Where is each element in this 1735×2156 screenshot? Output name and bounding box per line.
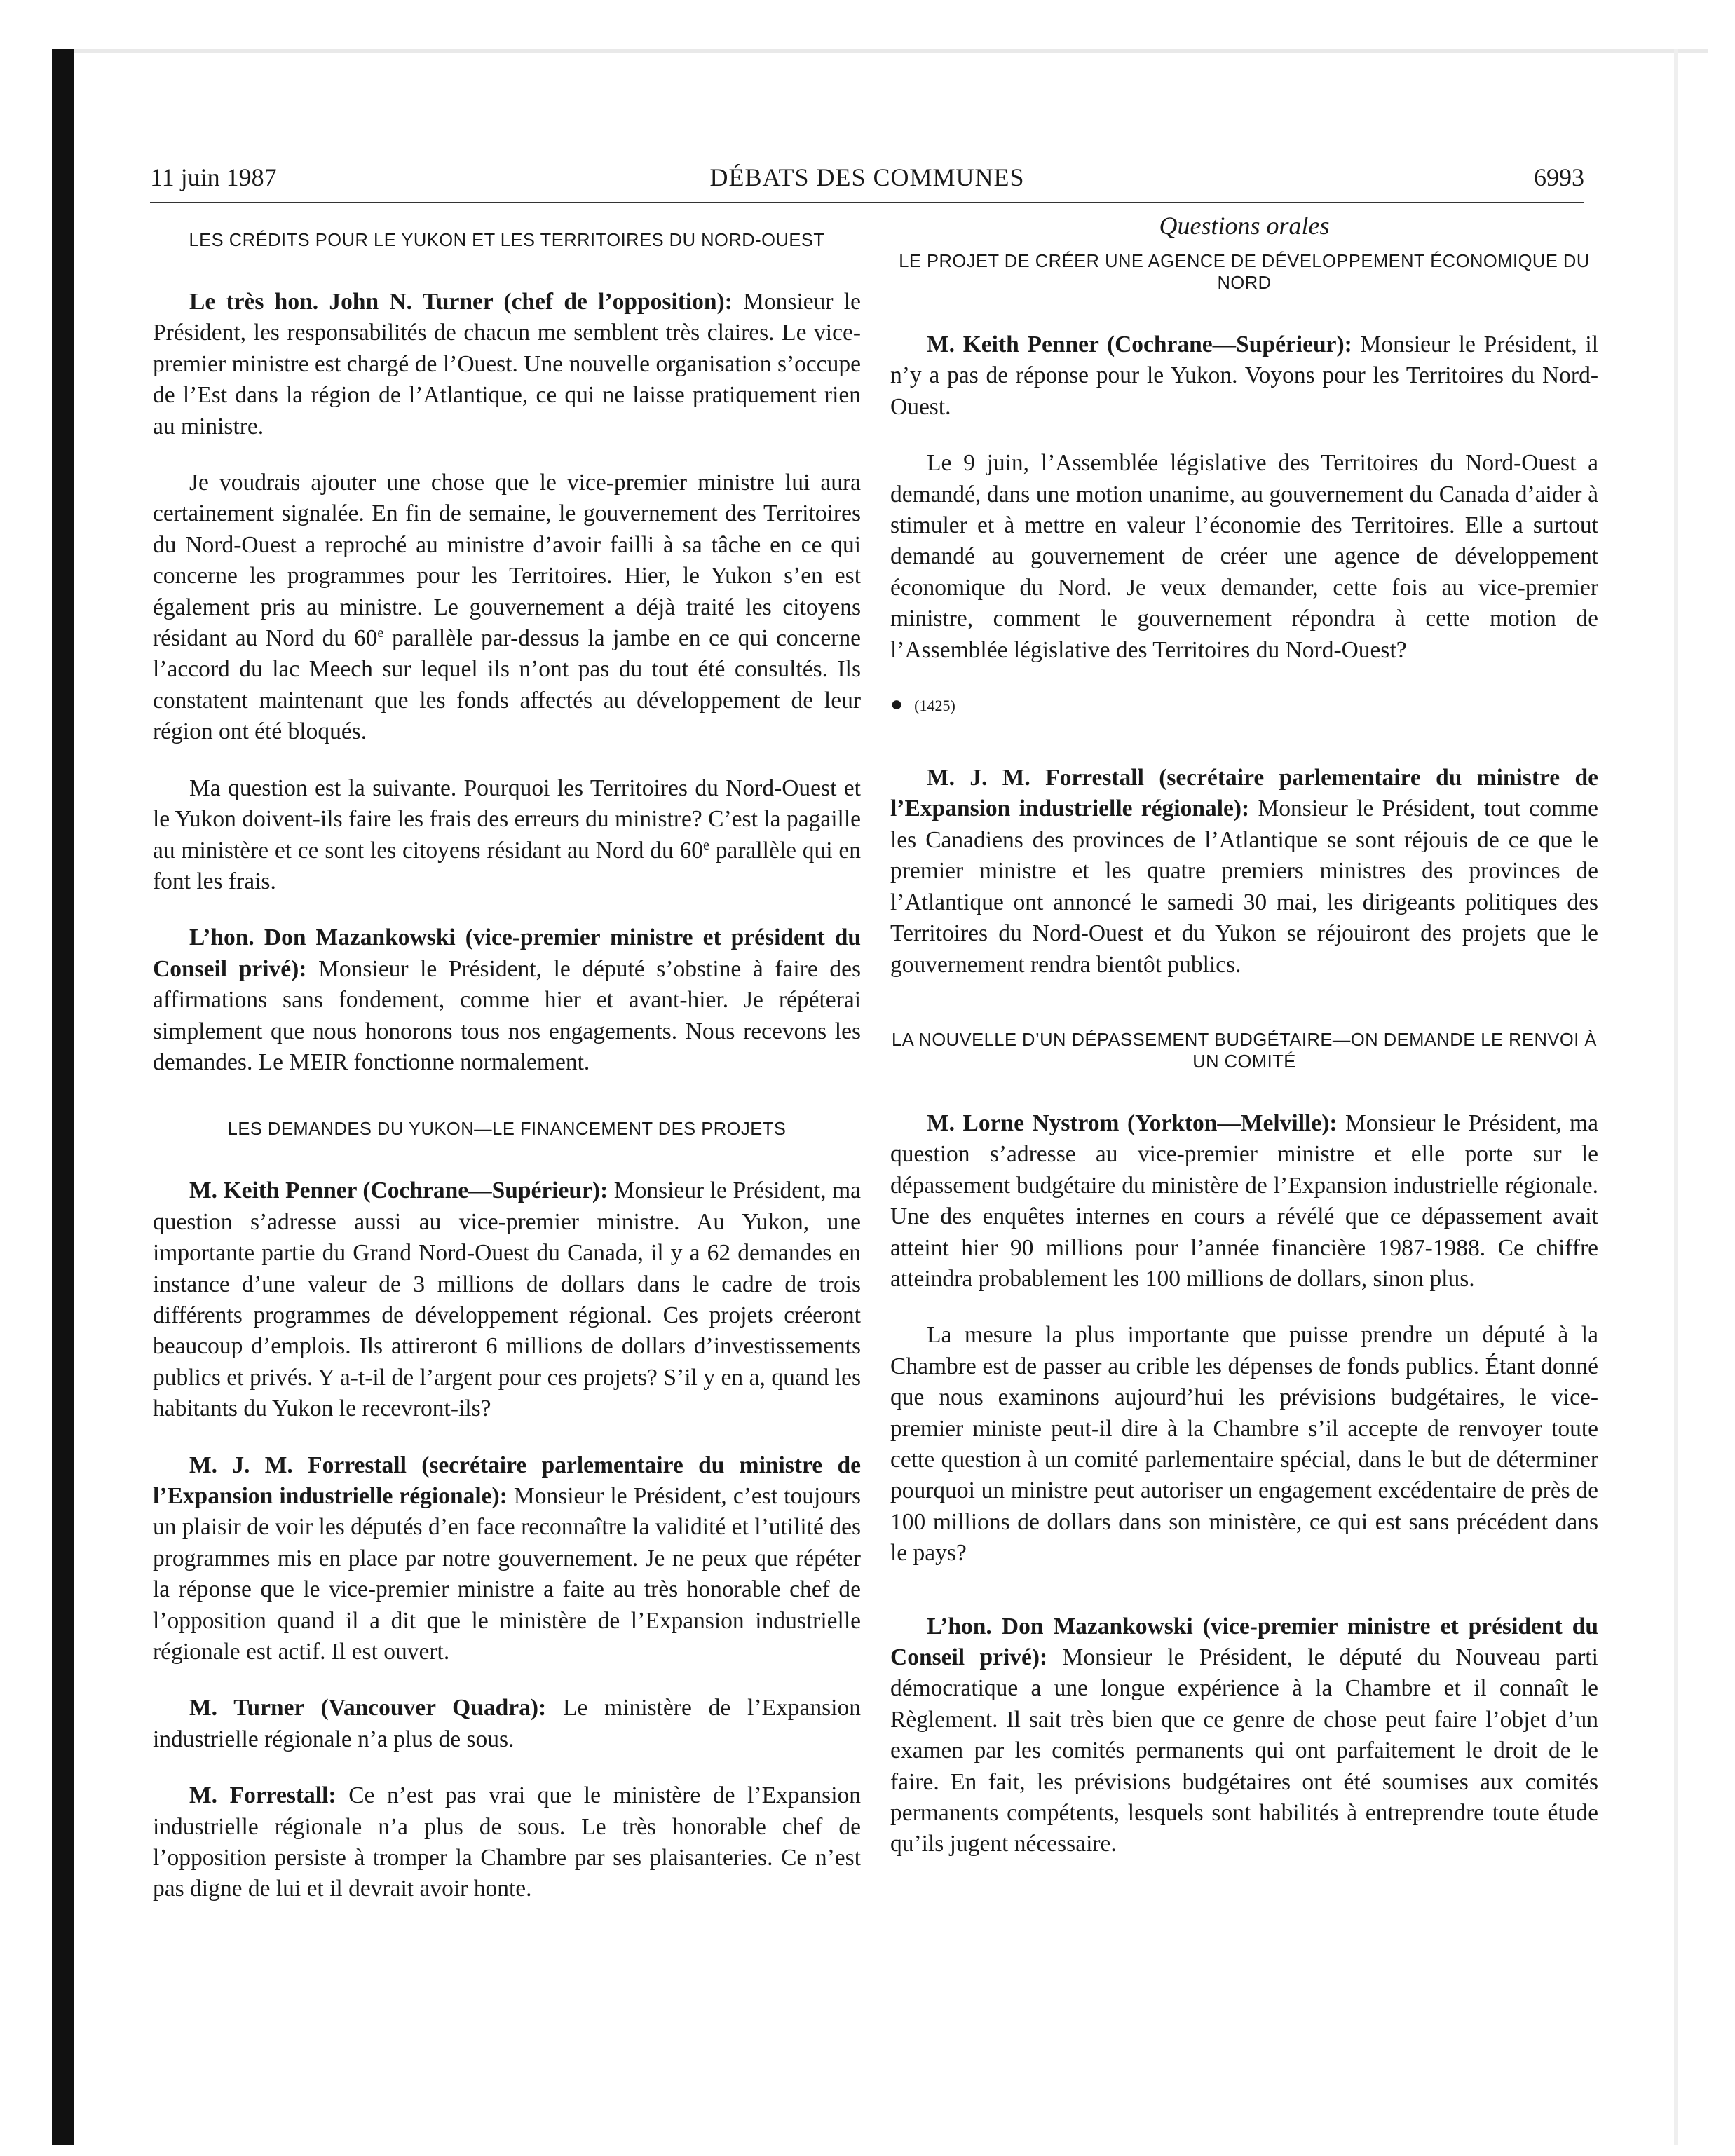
speech-paragraph bbox=[153, 1780, 861, 1905]
speaker-name: M. Lorne Nystrom (Yorkton—Melville): bbox=[927, 1110, 1338, 1136]
time-marker bbox=[890, 694, 1598, 716]
section-subtitle: Questions orales bbox=[1159, 212, 1330, 240]
body-paragraph bbox=[890, 448, 1598, 666]
body-paragraph bbox=[153, 468, 861, 748]
right-column bbox=[890, 210, 1598, 1860]
speaker-name: M. Turner (Vancouver Quadra): bbox=[189, 1695, 547, 1721]
scan-top-edge bbox=[74, 49, 1708, 53]
speech-paragraph bbox=[890, 1611, 1598, 1860]
speaker-name: M. J. M. Forrestall (secrétaire parlementaire du ministre de l’Expansion industrielle régionale): bbox=[153, 1452, 861, 1509]
paragraph-text: Ma question est la suivante. Pourquoi les Territoires du Nord-Ouest et le Yukon doivent-ils faire les frais des erreurs du ministre? C’est la pagaille au ministère et ce sont les citoyens résidant au Nord du 60e parallèle qui en font les frais. bbox=[153, 775, 861, 894]
speaker-name: M. Keith Penner (Cochrane—Supérieur): bbox=[189, 1178, 608, 1204]
speaker-name: M. J. M. Forrestall (secrétaire parlementaire du ministre de l’Expansion industrielle régionale): bbox=[890, 765, 1598, 822]
speech-paragraph bbox=[890, 763, 1598, 981]
section-heading: LES CRÉDITS POUR LE YUKON ET LES TERRITOIRES DU NORD-OUEST bbox=[189, 231, 825, 250]
section-heading: LA NOUVELLE D’UN DÉPASSEMENT BUDGÉTAIRE—ON DEMANDE LE RENVOI À UN COMITÉ bbox=[892, 1030, 1597, 1072]
scan-edge-shadow bbox=[52, 49, 74, 2145]
paragraph-text: Monsieur le Président, les responsabilités de chacun me semblent très claires. Le vice-premier ministre est chargé de l’Ouest. Une nouvelle organisation s’occupe de l’Est dans la région de l’Atlantique, ce qui ne laisse pratiquement rien au ministre. bbox=[153, 289, 861, 439]
scan-right-edge bbox=[1674, 49, 1678, 2145]
page-number: 6993 bbox=[1534, 163, 1584, 191]
section-heading: LE PROJET DE CRÉER UNE AGENCE DE DÉVELOPPEMENT ÉCONOMIQUE DU NORD bbox=[899, 252, 1590, 293]
paragraph-text: Le ministère de l’Expansion industrielle régionale n’a plus de sous. bbox=[153, 1695, 861, 1752]
left-column bbox=[153, 210, 861, 1905]
speaker-name: L’hon. Don Mazankowski (vice-premier ministre et président du Conseil privé): bbox=[153, 925, 861, 982]
paragraph-text: Monsieur le Président, ma question s’adresse aussi au vice-premier ministre. Au Yukon, une importante partie du Grand Nord-Ouest du Canada, il y a 62 demandes en instance d’une valeur de 3 millions de dollars dans le cadre de trois différents programmes de développement régional. Ces projets créeront beaucoup d’emplois. Ils attireront 6 millions de dollars d’investissements publics et privés. Y a-t-il de l’argent pour ces projets? S’il y en a, quand les habitants du Yukon le recevront-ils? bbox=[153, 1178, 861, 1422]
paragraph-text: Le 9 juin, l’Assemblée législative des Territoires du Nord-Ouest a demandé, dans une motion unanime, au gouvernement du Canada d’aider à stimuler et à mettre en valeur l’économie des Territoires. Elle a surtout demandé au gouvernement de créer une agence de développement économique du Nord. Je veux demander, cette fois au vice-premier ministre, comment le gouvernement répondra à cette motion de l’Assemblée législative des Territoires du Nord-Ouest? bbox=[890, 450, 1598, 663]
speech-paragraph bbox=[890, 329, 1598, 423]
page-header bbox=[150, 163, 1584, 203]
speech-paragraph bbox=[153, 1175, 861, 1424]
header-title: DÉBATS DES COMMUNES bbox=[709, 163, 1025, 191]
paragraph-text: Je voudrais ajouter une chose que le vice-premier ministre lui aura certainement signalée. En fin de semaine, le gouvernement des Territoires du Nord-Ouest a reproché au ministre d’avoir failli à sa tâche en ce qui concerne les programmes pour les Territoires. Hier, le Yukon s’en est également pris au ministre. Le gouvernement a déjà traité les citoyens résidant au Nord du 60e parallèle par-dessus la jambe en ce qui concerne l’accord du lac Meech sur lequel ils n’ont pas du tout été consultés. Ils constatent maintenant que les fonds affectés au développement de leur région ont été bloqués. bbox=[153, 470, 861, 745]
time-marker-text: (1425) bbox=[914, 697, 955, 715]
speaker-name: M. Forrestall: bbox=[189, 1782, 336, 1809]
paragraph-text: Monsieur le Président, c’est toujours un plaisir de voir les députés d’en face reconnaître la validité et l’utilité des programmes mis en place par notre gouvernement. Je ne peux que répéter la réponse que le vice-premier ministre a faite au très honorable chef de l’opposition quand il a dit que le ministère de l’Expansion industrielle régionale est actif. Il est ouvert. bbox=[153, 1483, 861, 1665]
paragraph-text: Ce n’est pas vrai que le ministère de l’Expansion industrielle régionale n’a plus de sous. Le très honorable chef de l’opposition persiste à tromper la Chambre par ses plaisanteries. Ce n’est pas digne de lui et il devrait avoir honte. bbox=[153, 1782, 861, 1902]
speech-paragraph bbox=[890, 1108, 1598, 1295]
speech-paragraph bbox=[153, 922, 861, 1078]
speech-paragraph bbox=[153, 287, 861, 442]
body-paragraph bbox=[890, 1320, 1598, 1569]
body-paragraph bbox=[153, 773, 861, 898]
paragraph-text: Monsieur le Président, le député s’obstine à faire des affirmations sans fondement, comme hier et avant-hier. Je répéterai simplement que nous honorons tous nos engagements. Nous recevons les demandes. Le MEIR fonctionne normalement. bbox=[153, 955, 861, 1075]
speaker-name: Le très hon. John N. Turner (chef de l’opposition): bbox=[189, 289, 733, 315]
paragraph-text: La mesure la plus importante que puisse prendre un député à la Chambre est de passer au crible les dépenses de fonds publics. Étant donné que nous examinons aujourd’hui les prévisions budgétaires, le vice-premier ministe peut-il dire à la Chambre s’il accepte de renvoyer toute cette question à un comité parlementaire spécial, dans le but de déterminer pourquoi un ministre peut autoriser un engagement excédentaire de près de 100 millions de dollars dans son ministère, ce qui est sans précédent dans le pays? bbox=[890, 1322, 1598, 1567]
speech-paragraph bbox=[153, 1693, 861, 1755]
speech-paragraph bbox=[153, 1450, 861, 1668]
paragraph-text: Monsieur le Président, tout comme les Canadiens des provinces de l’Atlantique se sont réjouis de ce que le premier ministre et les quatre premiers ministres des provinces de l’Atlantique ont annoncé le samedi 30 mai, les dirigeants politiques des Territoires du Nord-Ouest et du Yukon se réjouiront des projets que le gouvernement rendra bientôt publics. bbox=[890, 796, 1598, 978]
paragraph-text: Monsieur le Président, ma question s’adresse au vice-premier ministre et elle porte sur le dépassement budgétaire du ministère de l’Expansion industrielle régionale. Une des enquêtes internes en cours a révélé que ce dépassement avait atteint hier 90 millions pour l’année financière 1987-1988. Ce chiffre atteindra probablement les 100 millions de dollars, sinon plus. bbox=[890, 1110, 1598, 1292]
speaker-name: M. Keith Penner (Cochrane—Supérieur): bbox=[927, 332, 1352, 357]
section-heading: LES DEMANDES DU YUKON—LE FINANCEMENT DES PROJETS bbox=[227, 1119, 787, 1140]
bullet-dot-icon: ● bbox=[890, 692, 904, 716]
speaker-name: L’hon. Don Mazankowski (vice-premier ministre et président du Conseil privé): bbox=[890, 1613, 1598, 1670]
paragraph-text: Monsieur le Président, il n’y a pas de réponse pour le Yukon. Voyons pour les Territoires du Nord-Ouest. bbox=[890, 332, 1599, 420]
paragraph-text: Monsieur le Président, le député du Nouveau parti démocratique a une longue expérience à la Chambre et il connaît le Règlement. Il sait très bien que ce genre de chose peut faire l’objet d’un examen par les comités permanents qui ont parfaitement le droit de le faire. En fait, les prévisions budgétaires ont été soumises aux comités permanents compétents, lesquels sont habilités à entreprendre toute étude qu’ils jugent nécessaire. bbox=[890, 1644, 1598, 1857]
header-date: 11 juin 1987 bbox=[150, 163, 277, 191]
